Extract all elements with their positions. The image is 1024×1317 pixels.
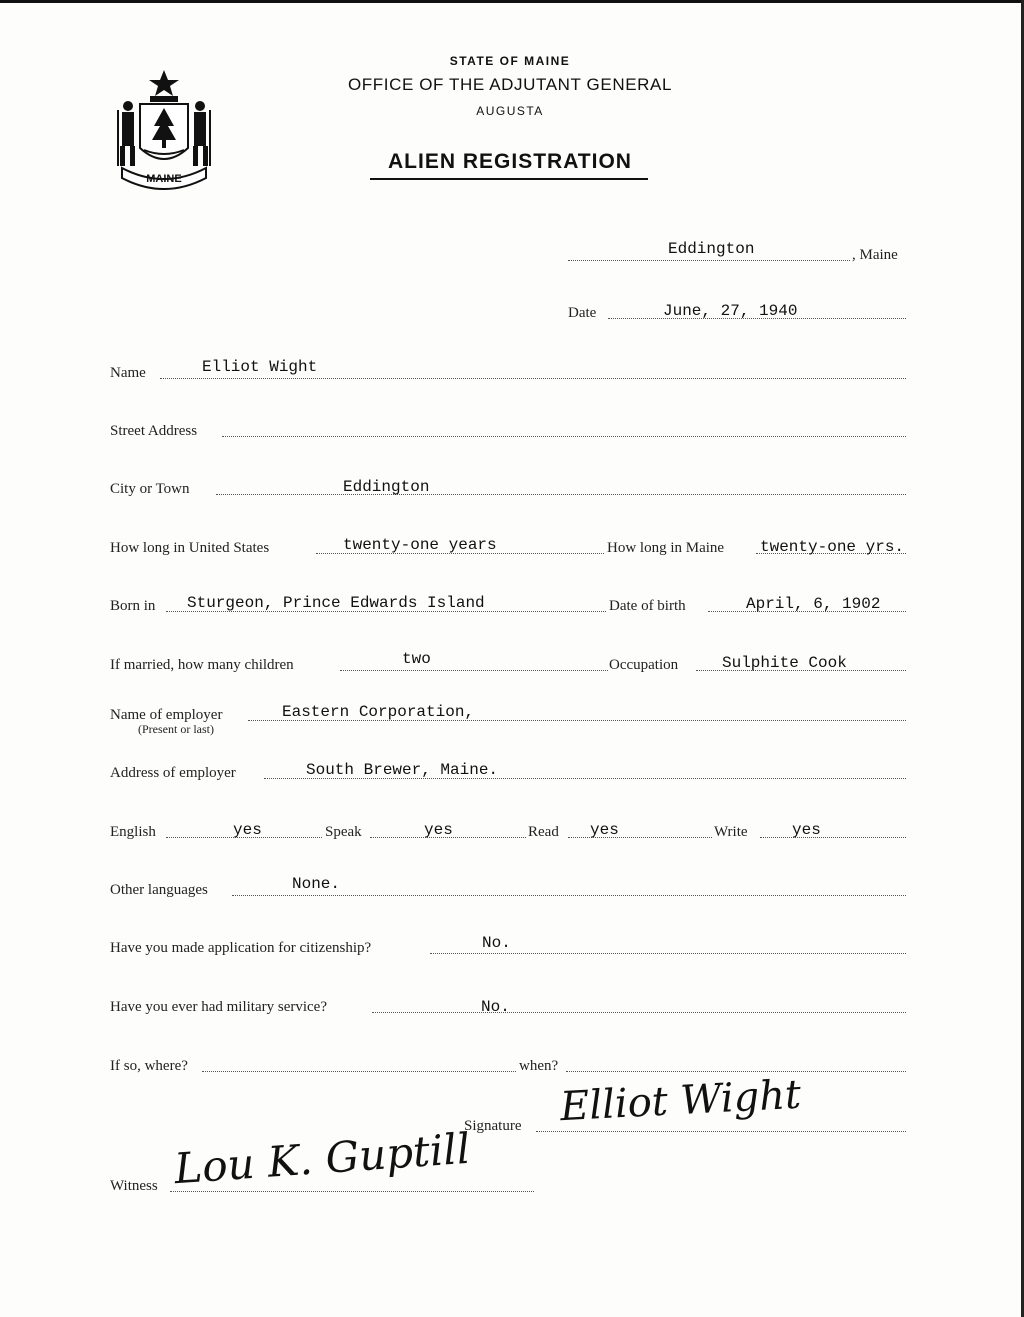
state-of-maine-seal-icon xyxy=(110,66,218,190)
citizenship-label: Have you made application for citizenship? xyxy=(110,940,372,956)
place-field-line xyxy=(568,260,850,261)
header-city: AUGUSTA xyxy=(476,104,544,118)
signature-field-line xyxy=(536,1131,906,1132)
seal-banner-text: MAINE xyxy=(146,173,182,185)
name-label: Name xyxy=(110,365,146,381)
military-value[interactable]: No. xyxy=(481,998,510,1016)
name-value[interactable]: Elliot Wight xyxy=(202,358,318,376)
witness-field-line xyxy=(170,1191,534,1192)
military-field-line xyxy=(372,1012,906,1013)
born-label: Born in xyxy=(110,598,156,614)
english-label: English xyxy=(110,824,156,840)
city-value[interactable]: Eddington xyxy=(343,478,430,496)
employer-sublabel: (Present or last) xyxy=(138,722,214,736)
place-value[interactable]: Eddington xyxy=(668,240,755,258)
employer-label: Name of employer xyxy=(110,707,223,723)
witness-label: Witness xyxy=(110,1178,158,1194)
street-label: Street Address xyxy=(110,423,198,439)
signature-label: Signature xyxy=(464,1118,522,1134)
scan-top-edge xyxy=(0,0,1024,3)
header-office: OFFICE OF THE ADJUTANT GENERAL xyxy=(347,75,673,94)
other-languages-label: Other languages xyxy=(110,882,208,898)
employer-address-value[interactable]: South Brewer, Maine. xyxy=(306,761,499,779)
born-value[interactable]: Sturgeon, Prince Edwards Island xyxy=(187,594,485,612)
read-label: Read xyxy=(528,824,559,840)
when-field-line[interactable] xyxy=(566,1071,906,1072)
where-field-line[interactable] xyxy=(202,1071,516,1072)
city-field-line xyxy=(216,494,906,495)
write-value[interactable]: yes xyxy=(792,821,821,839)
citizenship-value[interactable]: No. xyxy=(482,934,511,952)
dob-label: Date of birth xyxy=(609,598,686,614)
english-value[interactable]: yes xyxy=(233,821,262,839)
signature-value[interactable]: Elliot Wight xyxy=(558,1071,803,1131)
dob-value[interactable]: April, 6, 1902 xyxy=(746,595,881,613)
military-label: Have you ever had military service? xyxy=(110,999,327,1015)
speak-label: Speak xyxy=(325,824,362,840)
occupation-value[interactable]: Sulphite Cook xyxy=(722,654,847,672)
us-duration-label: How long in United States xyxy=(110,540,270,556)
form-title: ALIEN REGISTRATION xyxy=(388,150,632,173)
occupation-label: Occupation xyxy=(609,657,679,673)
maine-duration-label: How long in Maine xyxy=(607,540,725,556)
write-field-line xyxy=(760,837,906,838)
date-value[interactable]: June, 27, 1940 xyxy=(663,302,798,320)
other-languages-field-line xyxy=(232,895,906,896)
when-label: when? xyxy=(519,1058,559,1074)
name-field-line xyxy=(160,378,906,379)
children-label: If married, how many children xyxy=(110,657,294,673)
write-label: Write xyxy=(714,824,748,840)
header-state: STATE OF MAINE xyxy=(449,54,571,68)
witness-value[interactable]: Lou K. Guptill xyxy=(172,1123,472,1194)
children-field-line xyxy=(340,670,608,671)
maine-duration-value[interactable]: twenty-one yrs. xyxy=(760,538,905,556)
us-duration-value[interactable]: twenty-one years xyxy=(343,536,497,554)
read-value[interactable]: yes xyxy=(590,821,619,839)
where-label: If so, where? xyxy=(110,1058,188,1074)
city-label: City or Town xyxy=(110,481,190,497)
employer-value[interactable]: Eastern Corporation, xyxy=(282,703,475,721)
other-languages-value[interactable]: None. xyxy=(292,875,341,893)
speak-value[interactable]: yes xyxy=(424,821,453,839)
children-value[interactable]: two xyxy=(402,650,431,668)
employer-address-label: Address of employer xyxy=(110,765,236,781)
date-label: Date xyxy=(568,305,597,321)
street-field-line[interactable] xyxy=(222,436,906,437)
citizenship-field-line xyxy=(430,953,906,954)
place-suffix: , Maine xyxy=(852,247,898,263)
title-underline xyxy=(370,178,648,180)
